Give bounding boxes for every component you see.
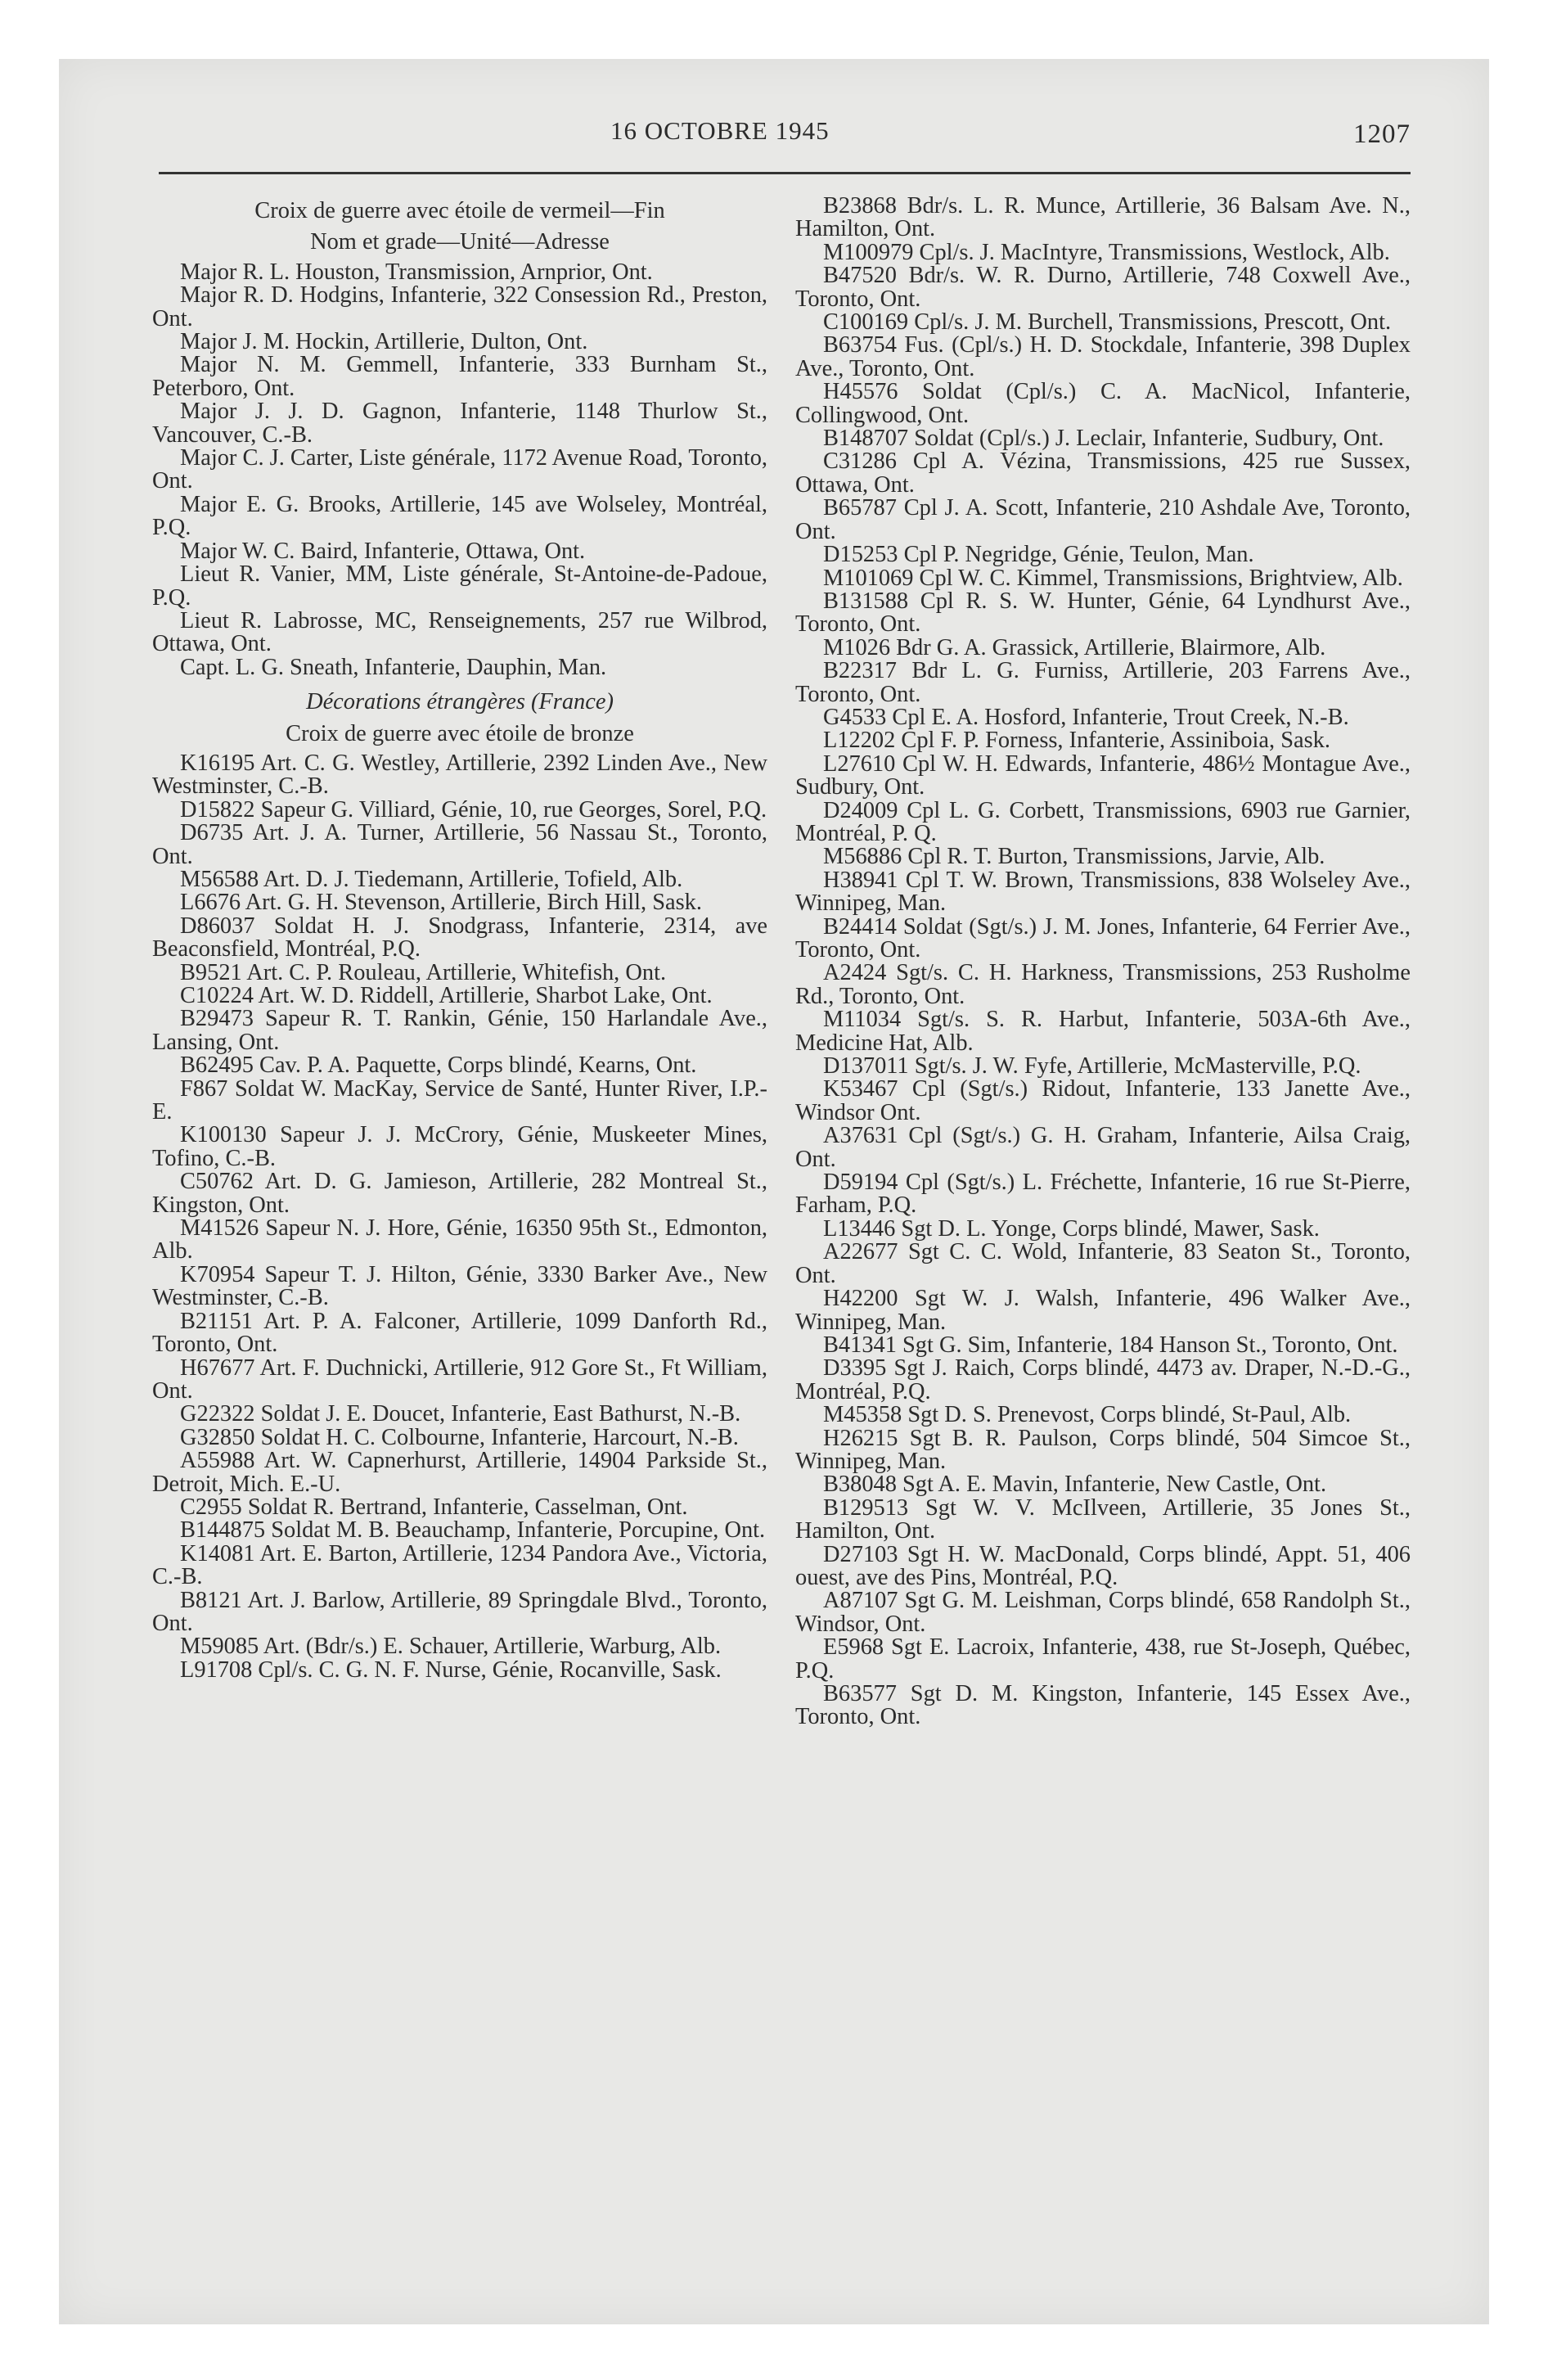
list-entry: D59194 Cpl (Sgt/s.) L. Fréchette, Infanterie, 16 rue St-Pierre, Farham, P.Q. (795, 1170, 1411, 1219)
list-entry: B65787 Cpl J. A. Scott, Infanterie, 210 Ashdale Ave, Toronto, Ont. (795, 495, 1411, 544)
list-entry: B129513 Sgt W. V. McIlveen, Artillerie, 35 Jones St., Hamilton, Ont. (795, 1494, 1411, 1544)
list-entry: M56886 Cpl R. T. Burton, Transmissions, Jarvie, Alb. (823, 844, 1325, 870)
list-entry: K16195 Art. C. G. Westley, Artillerie, 2392 Linden Ave., New Westminster, C.-B. (152, 750, 767, 800)
list-entry: B131588 Cpl R. S. W. Hunter, Génie, 64 Lyndhurst Ave., Toronto, Ont. (795, 588, 1411, 638)
list-entry: Major W. C. Baird, Infanterie, Ottawa, Ont. (180, 538, 586, 564)
list-entry: B38048 Sgt A. E. Mavin, Infanterie, New Castle, Ont. (823, 1472, 1327, 1498)
section-title: Décorations étrangères (France) (306, 689, 614, 715)
list-entry: L6676 Art. G. H. Stevenson, Artillerie, Birch Hill, Sask. (180, 890, 702, 916)
list-entry: Lieut R. Labrosse, MC, Renseignements, 257 rue Wilbrod, Ottawa, Ont. (152, 607, 767, 657)
section-subtitle: Croix de guerre avec étoile de bronze (286, 720, 634, 746)
list-entry: M56588 Art. D. J. Tiedemann, Artillerie, Tofield, Alb. (180, 866, 683, 892)
list-entry: D15253 Cpl P. Negridge, Génie, Teulon, Man. (823, 542, 1254, 568)
list-entry: F867 Soldat W. MacKay, Service de Santé, Hunter River, I.P.-E. (152, 1075, 767, 1125)
list-entry: A22677 Sgt C. C. Wold, Infanterie, 83 Seaton St., Toronto, Ont. (795, 1239, 1411, 1288)
list-entry: Major J. J. D. Gagnon, Infanterie, 1148 Thurlow St., Vancouver, C.-B. (152, 399, 767, 448)
list-entry: D6735 Art. J. A. Turner, Artillerie, 56 Nassau St., Toronto, Ont. (152, 820, 767, 869)
header-rule (159, 172, 1411, 174)
left-column (152, 195, 767, 1729)
list-entry: H45576 Soldat (Cpl/s.) C. A. MacNicol, Infanterie, Collingwood, Ont. (795, 379, 1411, 428)
list-entry: L12202 Cpl F. P. Forness, Infanterie, Assiniboia, Sask. (823, 728, 1330, 754)
list-entry: C2955 Soldat R. Bertrand, Infanterie, Casselman, Ont. (180, 1494, 688, 1520)
list-entry: L27610 Cpl W. H. Edwards, Infanterie, 486½ Montague Ave., Sudbury, Ont. (795, 751, 1411, 800)
list-entry: G32850 Soldat H. C. Colbourne, Infanterie, Harcourt, N.-B. (180, 1424, 739, 1450)
list-subheading: Nom et grade—Unité—Adresse (310, 229, 610, 255)
list-entry: B24414 Soldat (Sgt/s.) J. M. Jones, Infanterie, 64 Ferrier Ave., Toronto, Ont. (795, 913, 1411, 962)
bronze-star-entries (152, 752, 767, 1682)
list-entry: B148707 Soldat (Cpl/s.) J. Leclair, Infanterie, Sudbury, Ont. (823, 426, 1384, 452)
page-number: 1207 (1353, 119, 1411, 149)
list-entry: B41341 Sgt G. Sim, Infanterie, 184 Hanson St., Toronto, Ont. (823, 1332, 1398, 1358)
list-entry: H67677 Art. F. Duchnicki, Artillerie, 912 Gore St., Ft William, Ont. (152, 1355, 767, 1404)
list-entry: G4533 Cpl E. A. Hosford, Infanterie, Trout Creek, N.-B. (823, 704, 1349, 730)
list-entry: B144875 Soldat M. B. Beauchamp, Infanterie, Porcupine, Ont. (180, 1517, 766, 1544)
list-entry: Major E. G. Brooks, Artillerie, 145 ave Wolseley, Montréal, P.Q. (152, 491, 767, 541)
list-heading: Croix de guerre avec étoile de vermeil—Fin (254, 198, 665, 223)
list-entry: M59085 Art. (Bdr/s.) E. Schauer, Artillerie, Warburg, Alb. (180, 1634, 722, 1660)
list-entry: A55988 Art. W. Capnerhurst, Artillerie, 14904 Parkside St., Detroit, Mich. E.-U. (152, 1448, 767, 1497)
list-entry: H42200 Sgt W. J. Walsh, Infanterie, 496 Walker Ave., Winnipeg, Man. (795, 1286, 1411, 1335)
list-entry: D86037 Soldat H. J. Snodgrass, Infanterie, 2314, ave Beaconsfield, Montréal, P.Q. (152, 913, 767, 962)
list-entry: M45358 Sgt D. S. Prenevost, Corps blindé, St-Paul, Alb. (823, 1402, 1352, 1428)
list-entry: D137011 Sgt/s. J. W. Fyfe, Artillerie, McMasterville, P.Q. (823, 1053, 1361, 1080)
list-entry: D24009 Cpl L. G. Corbett, Transmissions, 6903 rue Garnier, Montréal, P. Q. (795, 797, 1411, 846)
list-entry: K53467 Cpl (Sgt/s.) Ridout, Infanterie, 133 Janette Ave., Windsor Ont. (795, 1076, 1411, 1125)
list-entry: K70954 Sapeur T. J. Hilton, Génie, 3330 Barker Ave., New Westminster, C.-B. (152, 1261, 767, 1311)
list-entry: L13446 Sgt D. L. Yonge, Corps blindé, Mawer, Sask. (823, 1215, 1320, 1242)
list-entry: Major N. M. Gemmell, Infanterie, 333 Burnham St., Peterboro, Ont. (152, 352, 767, 401)
list-entry: B8121 Art. J. Barlow, Artillerie, 89 Springdale Blvd., Toronto, Ont. (152, 1587, 767, 1636)
list-entry: E5968 Sgt E. Lacroix, Infanterie, 438, rue St-Joseph, Québec, P.Q. (795, 1634, 1411, 1684)
list-entry: K14081 Art. E. Barton, Artillerie, 1234 Pandora Ave., Victoria, C.-B. (152, 1540, 767, 1590)
list-entry: A37631 Cpl (Sgt/s.) G. H. Graham, Infanterie, Ailsa Craig, Ont. (795, 1123, 1411, 1172)
list-entry: D15822 Sapeur G. Villiard, Génie, 10, rue Georges, Sorel, P.Q. (180, 796, 767, 823)
list-entry: M11034 Sgt/s. S. R. Harbut, Infanterie, 503A-6th Ave., Medicine Hat, Alb. (795, 1007, 1411, 1056)
list-entry: D3395 Sgt J. Raich, Corps blindé, 4473 av. Draper, N.-D.-G., Montréal, P.Q. (795, 1355, 1411, 1404)
list-entry: M41526 Sapeur N. J. Hore, Génie, 16350 95th St., Edmonton, Alb. (152, 1215, 767, 1264)
list-entry: B47520 Bdr/s. W. R. Durno, Artillerie, 748 Coxwell Ave., Toronto, Ont. (795, 263, 1411, 312)
issue-date: 16 OCTOBRE 1945 (610, 116, 830, 145)
list-entry: C10224 Art. W. D. Riddell, Artillerie, Sharbot Lake, Ont. (180, 983, 713, 1008)
list-entry: Major C. J. Carter, Liste générale, 1172 Avenue Road, Toronto, Ont. (152, 445, 767, 494)
running-header (152, 108, 1411, 157)
right-entries (795, 195, 1411, 1729)
list-entry: A2424 Sgt/s. C. H. Harkness, Transmissions, 253 Rusholme Rd., Toronto, Ont. (795, 960, 1411, 1009)
list-entry: B9521 Art. C. P. Rouleau, Artillerie, Whitefish, Ont. (180, 959, 667, 985)
list-entry: Capt. L. G. Sneath, Infanterie, Dauphin, Man. (180, 654, 607, 680)
list-entry: C50762 Art. D. G. Jamieson, Artillerie, 282 Montreal St., Kingston, Ont. (152, 1169, 767, 1218)
list-entry: B29473 Sapeur R. T. Rankin, Génie, 150 Harlandale Ave., Lansing, Ont. (152, 1006, 767, 1055)
list-entry: C31286 Cpl A. Vézina, Transmissions, 425 rue Sussex, Ottawa, Ont. (795, 449, 1411, 498)
list-entry: G22322 Soldat J. E. Doucet, Infanterie, East Bathurst, N.-B. (180, 1401, 741, 1427)
list-entry: B22317 Bdr L. G. Furniss, Artillerie, 203 Farrens Ave., Toronto, Ont. (795, 658, 1411, 707)
list-entry: M1026 Bdr G. A. Grassick, Artillerie, Blairmore, Alb. (823, 634, 1326, 660)
list-entry: H26215 Sgt B. R. Paulson, Corps blindé, 504 Simcoe St., Winnipeg, Man. (795, 1425, 1411, 1474)
list-entry: M101069 Cpl W. C. Kimmel, Transmissions, Brightview, Alb. (823, 565, 1403, 591)
list-entry: Major R. D. Hodgins, Infanterie, 322 Consession Rd., Preston, Ont. (152, 282, 767, 331)
list-entry: Major R. L. Houston, Transmission, Arnprior, Ont. (180, 259, 653, 285)
list-entry: B63577 Sgt D. M. Kingston, Infanterie, 145 Essex Ave., Toronto, Ont. (795, 1681, 1411, 1730)
list-entry: A87107 Sgt G. M. Leishman, Corps blindé, 658 Randolph St., Windsor, Ont. (795, 1588, 1411, 1637)
list-entry: L91708 Cpl/s. C. G. N. F. Nurse, Génie, Rocanville, Sask. (180, 1657, 722, 1683)
right-column (795, 195, 1411, 1729)
list-entry: Lieut R. Vanier, MM, Liste générale, St-Antoine-de-Padoue, P.Q. (152, 561, 767, 611)
list-entry: M100979 Cpl/s. J. MacIntyre, Transmissions, Westlock, Alb. (823, 239, 1390, 265)
officer-entries (152, 261, 767, 679)
two-column-body (152, 195, 1411, 1729)
list-entry: B23868 Bdr/s. L. R. Munce, Artillerie, 36 Balsam Ave. N., Hamilton, Ont. (795, 193, 1411, 242)
list-entry: C100169 Cpl/s. J. M. Burchell, Transmissions, Prescott, Ont. (823, 309, 1392, 336)
list-entry: B62495 Cav. P. A. Paquette, Corps blindé, Kearns, Ont. (180, 1053, 697, 1079)
list-entry: B63754 Fus. (Cpl/s.) H. D. Stockdale, Infanterie, 398 Duplex Ave., Toronto, Ont. (795, 332, 1411, 381)
list-entry: Major J. M. Hockin, Artillerie, Dulton, Ont. (180, 329, 588, 355)
list-entry: B21151 Art. P. A. Falconer, Artillerie, 1099 Danforth Rd., Toronto, Ont. (152, 1308, 767, 1358)
list-entry: K100130 Sapeur J. J. McCrory, Génie, Muskeeter Mines, Tofino, C.-B. (152, 1122, 767, 1171)
list-entry: D27103 Sgt H. W. MacDonald, Corps blindé, Appt. 51, 406 ouest, ave des Pins, Montréal, P.Q. (795, 1541, 1411, 1590)
list-entry: H38941 Cpl T. W. Brown, Transmissions, 838 Wolseley Ave., Winnipeg, Man. (795, 867, 1411, 917)
document-page (152, 108, 1411, 2269)
